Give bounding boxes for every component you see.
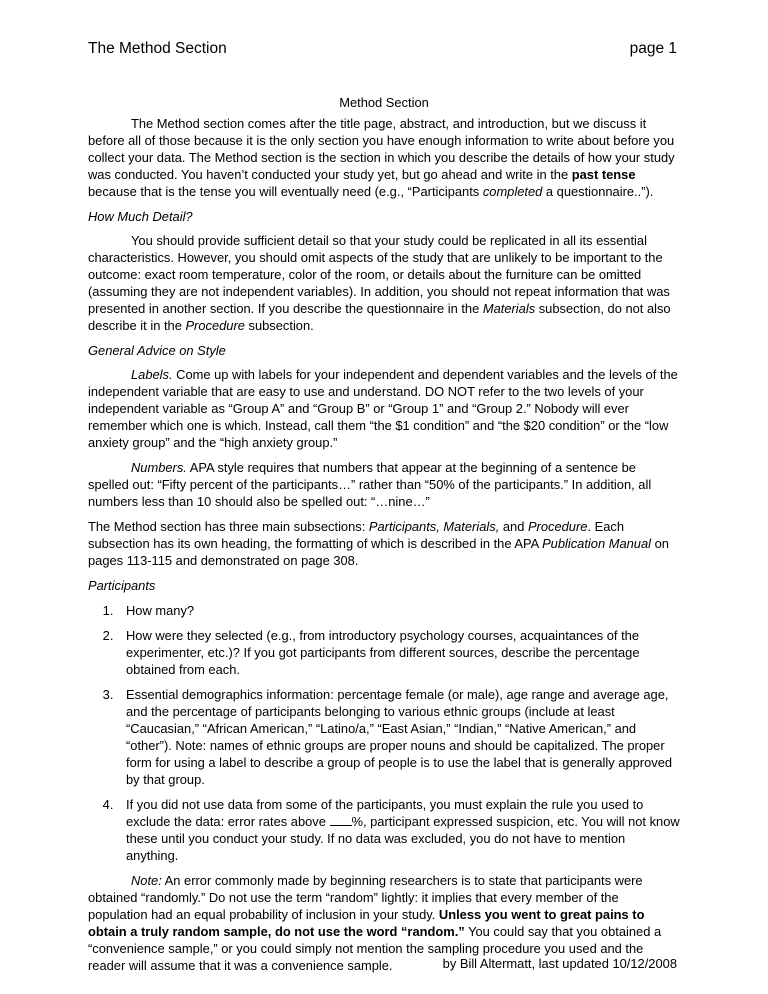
detail-text-3: subsection. [244, 318, 314, 333]
detail-text-2: subsection, do not also describe it in the [88, 301, 671, 333]
blank-line [330, 813, 352, 826]
note-text-1: An error commonly made by beginning researchers is to state that participants were obtained “randomly.” Do not use the term “random” lightly: it implies that every member of the population had an equal probability of inclusion in your study. [88, 873, 643, 922]
header-title: The Method Section [88, 40, 227, 57]
intro-text-3: a questionnaire..”). [542, 184, 654, 199]
labels-term: Labels. [131, 367, 173, 382]
subsections-paragraph [88, 518, 680, 569]
note-text-2: You could say that you obtained a “convenience sample,” or you could simply not mention the sampling procedure you used and the reader will assume that it was a convenience sample. [88, 924, 662, 973]
list-item: 2. How were they selected (e.g., from introductory psychology courses, acquaintances of the experimenter, etc.)? If you got participants from different sources, describe the percentage obtained from each. [117, 627, 680, 678]
heading-participants: Participants [88, 578, 156, 593]
detail-italic-2: Procedure [185, 318, 245, 333]
subsections-italic-3: Publication Manual [542, 536, 651, 551]
subsections-text-1: The Method section has three main subsections: [88, 519, 369, 534]
subsections-italic-1: Participants, Materials, [368, 519, 500, 534]
intro-paragraph [88, 115, 680, 200]
intro-text-1: The Method section comes after the title page, abstract, and introduction, but we discuss it before all of those because it is the only section you have enough information to write about before you collect your data. The Method section is the section in which you describe the details of how your study was conducted. You haven’t conducted your study yet, but go ahead and write in the [88, 116, 675, 182]
labels-text: Come up with labels for your independent and dependent variables and the levels of the independent variable that are easy to use and understand. DO NOT refer to the two levels of your independent variable as “Group A” and “Group B” or “Group 1” and “Group 2.” Nobody will ever remember which one is which. Instead, call them “the $1 condition” and “the $20 condition” or the “low anxiety group” and the “high anxiety group.” [88, 367, 678, 450]
document-body [88, 94, 680, 974]
heading-general-advice: General Advice on Style [88, 343, 226, 358]
numbers-term: Numbers. [131, 460, 187, 475]
detail-italic-1: Materials [482, 301, 536, 316]
item4-text-1: If you did not use data from some of the participants, you must explain the rule you used to exclude the data: error rates above [126, 797, 644, 829]
subsections-text-4: on pages 113-115 and demonstrated on page 308. [88, 536, 669, 568]
note-bold: Unless you went to great pains to obtain a truly random sample, do not use the word “random.” [88, 907, 645, 939]
numbers-paragraph [88, 459, 680, 510]
intro-italic: completed [482, 184, 543, 199]
header-page-number: page 1 [629, 40, 677, 57]
footer-author: by Bill Altermatt, last updated 10/12/2008 [442, 956, 677, 971]
subsections-text-3: . Each subsection has its own heading, the formatting of which is described in the APA [88, 519, 624, 551]
subsections-text-2: and [499, 519, 528, 534]
list-item: 3. Essential demographics information: percentage female (or male), age range and average age, and the percentage of participants belonging to various ethnic groups (include at least “Caucasian,” “African American,” “Latino/a,” “East Asian,” “Indian,” “Native American,” and “other”). Note: names of ethnic groups are proper nouns and should be capitalized. The proper form for using a label to describe a group of people is to use the label that is generally approved by that group. [117, 686, 680, 788]
intro-text-2: because that is the tense you will eventually need (e.g., “Participants [88, 184, 483, 199]
subsections-italic-2: Procedure [527, 519, 588, 534]
detail-text-1: You should provide sufficient detail so that your study could be replicated in all its essential characteristics. However, you should omit aspects of the study that are unlikely to be important to the outcome: exact room temperature, color of the room, or details about the furniture can be omitted (assuming they are not independent variables). In addition, you should not repeat information that was presented in another section. If you describe the questionnaire in the [88, 233, 670, 316]
list-item [117, 796, 680, 864]
note-label: Note: [131, 873, 162, 888]
labels-paragraph [88, 366, 680, 451]
participants-list [88, 602, 680, 864]
detail-paragraph [88, 232, 680, 334]
list-item: 1. How many? [117, 602, 680, 619]
numbers-text: APA style requires that numbers that appear at the beginning of a sentence be spelled out: “Fifty percent of the participants…” rather than “50% of the participants.” In addition, all numbers less than 10 should also be spelled out: “…nine…” [88, 460, 652, 509]
intro-bold: past tense [571, 167, 636, 182]
item4-text-2: %, participant expressed suspicion, etc. You will not know these until you conduct your study. If no data was excluded, you do not have to mention anything. [126, 814, 680, 863]
heading-how-much-detail: How Much Detail? [88, 209, 193, 224]
document-title: Method Section [339, 95, 429, 110]
